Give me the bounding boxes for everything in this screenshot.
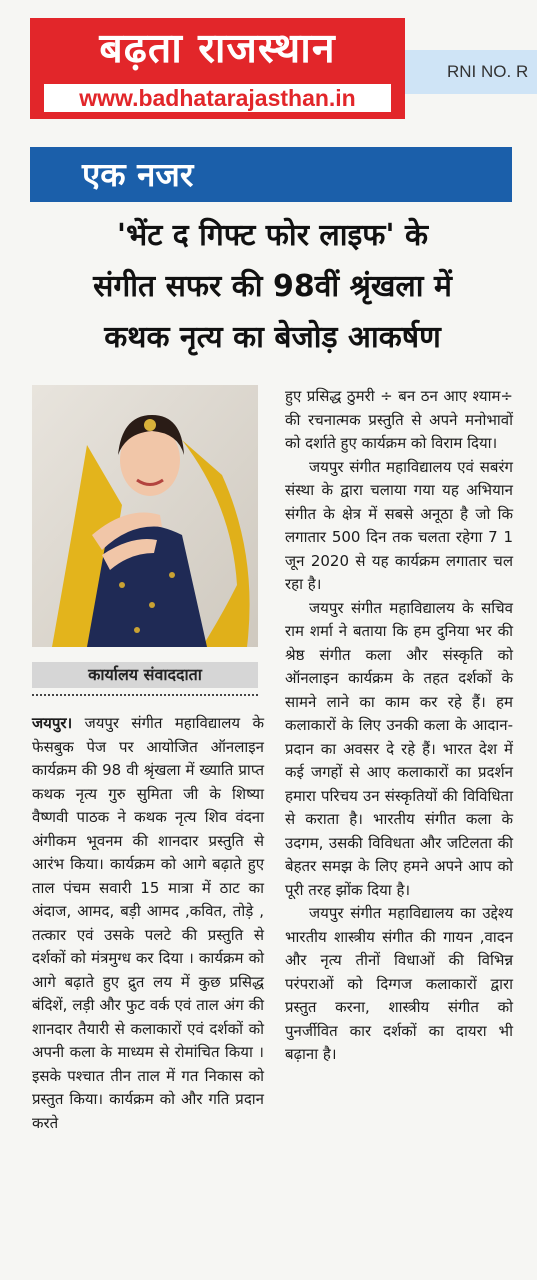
dateline: जयपुर। [32,714,73,732]
headline-line-1: 'भेंट द गिफ्ट फोर लाइफ' के [116,218,429,253]
article-paragraph-3: जयपुर संगीत महाविद्यालय के सचिव राम शर्मा ने बताया कि हम दुनिया भर की श्रेष्ठ संगीत कला और संस्कृति को ऑनलाइन कार्यक्रम के तहत दर्शकों के सामने लाने का काम कर रहे हैं। हम कलाकारों के लिए उनकी कला के आदान-प्रदान का अवसर दे रहे हैं। भारत देश में कई जगहों से आए कलाकारों का प्रदर्शन हमारा परिचय उन संस्कृतियों की विविधिता से कराता है। भारतीय संगीत कला के उदगम, उसकी विविधता और जटिलता की बेहतर समझ के लिए हमने अपने आप को पूरी तरह झोंक दिया है। [285,598,513,899]
article-paragraph-continued: हुए प्रसिद्ध ठुमरी ÷ बन ठन आए श्याम÷ की रचनात्मक प्रस्तुति से अपने मनोभावों को दर्शाते हुए कार्यक्रम को विराम दिया। [285,387,513,452]
dotted-divider [32,694,258,696]
byline: कार्यालय संवाददाता [32,662,258,688]
newspaper-title: बढ़ता राजस्थान [99,24,336,72]
article-paragraph-4: जयपुर संगीत महाविद्यालय का उद्देश्य भारतीय शास्त्रीय संगीत की गायन ,वादन और नृत्य तीनों विधाओं की विभिन्न परंपराओं को दिग्गज कलाकारों द्वारा प्रस्तुत करना, शास्त्रीय संगीत को पुनर्जीवित कार दर्शकों का दायरा भी बढ़ाना है। [285,904,513,1063]
article-column-left [32,712,264,1135]
headline-line-3: कथक नृत्य का बेजोड़ आकर्षण [104,320,441,355]
website-url[interactable]: www.badhatarajasthan.in [44,84,391,112]
masthead-logo [30,18,405,119]
article-paragraph-2: जयपुर संगीत महाविद्यालय एवं सबरंग संस्था के द्वारा चलाया गया यह अभियान संगीत के क्षेत्र में सबसे अनूठा है जो कि लगातार 500 दिन तक चलता रहेगा 7 1 जून 2020 से यह कार्यक्रम लगातार चल रहा है। [285,457,513,593]
article-paragraph-1-text: जयपुर संगीत महाविद्यालय के फेसबुक पेज पर आयोजित ऑनलाइन कार्यक्रम की 98 वी श्रृंखला में ख्याति प्राप्त कथक नृत्य गुरु सुमिता जी के शिष्या वैष्णवी पाठक ने कथक नृत्य शिव वंदना अंगीकम भूवनम की शानदार प्रस्तुति से आरंभ किया। कार्यक्रम को आगे बढ़ाते हुए ताल पंचम सवारी 15 मात्रा में ठाट का अंदाज, आमद, बड़ी आमद ,कवित, तोड़े , तत्कार एवं उसके पलटे की प्रस्तुति से दर्शकों को मंत्रमुग्ध कर दिया । कार्यक्रम को आगे बढ़ाते हुए द्रुत लय में कुछ प्रसिद्ध बंदिशें, लड़ी और फुट वर्क एवं ताल अंग की शानदार तैयारी से कलाकारों एवं दर्शकों को अपनी कला के माध्यम से रोमांचित किया । इसके पश्चात तीन ताल में गत निकास को प्रस्तुत किया। कार्यक्रम को और गति प्रदान करते [32,714,264,1132]
dancer-illustration [32,385,258,647]
article-paragraph-1 [32,712,264,1135]
section-label: एक नजर [82,155,194,194]
section-header [30,147,512,202]
dancer-photo [32,385,258,647]
rni-number: RNI NO. R [447,62,529,81]
article-column-right [285,385,513,1067]
headline-line-2: संगीत सफर की 98वीं श्रृंखला में [93,269,452,304]
headline [30,210,515,363]
